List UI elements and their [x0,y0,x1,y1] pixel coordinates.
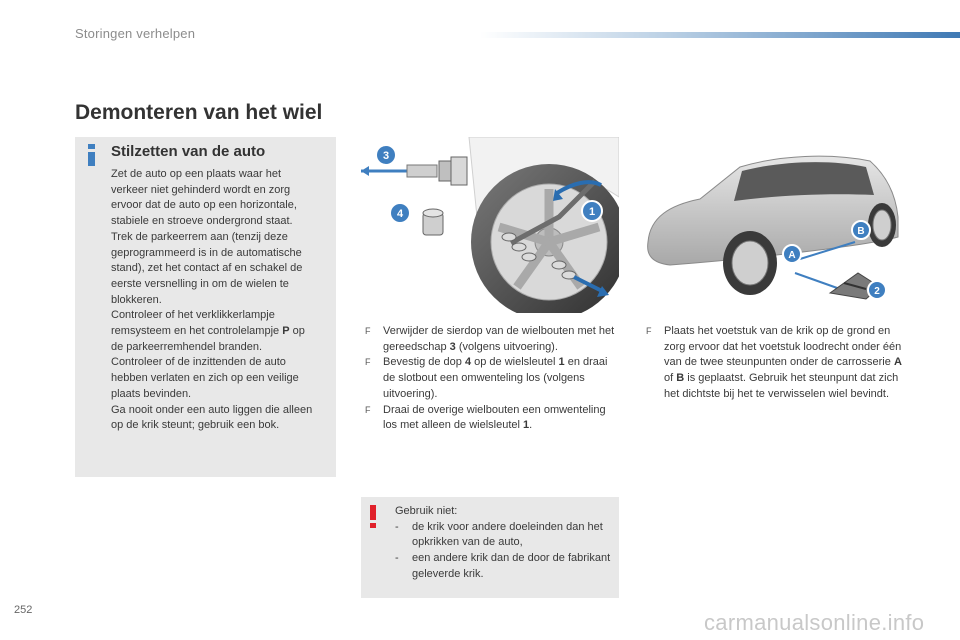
step-item: F Bevestig de dop 4 op de wielsleutel 1 en draai de slotbout een omwenteling los (volgens uitvoering). [365,356,608,400]
section-header: Storingen verhelpen [75,26,196,41]
svg-text:3: 3 [382,150,390,162]
car-label-A [783,245,801,263]
svg-text:1: 1 [588,206,596,218]
warning-exclamation-icon [370,505,378,527]
steps-column-wheel-bolts [361,324,619,434]
warning-box [361,497,619,598]
svg-text:4: 4 [396,208,404,220]
info-paragraph: Controleer of de inzittenden de auto hebben verlaten en zich op een veilige plaats bevinden. [111,356,299,400]
info-paragraph: Controleer of het verklikkerlampje remsysteem en het controlelampje P op de parkeerremhendel branden. [111,309,305,353]
steps-column-jack [642,324,908,403]
tools-label-3 [376,145,396,165]
header-gradient-bar [480,32,960,38]
warning-body [395,504,615,583]
svg-text:A: A [788,250,796,261]
step-item: F Plaats het voetstuk van de krik op de grond en zorg ervoor dat het voetstuk loodrecht onder één van de twee steunpunten onder de carrosserie A of B is geplaatst. Gebruik het steunpunt dat zich het dichtste bij het te verwisselen wiel bevindt. [646,325,902,400]
warning-list-item: - de krik voor andere doeleinden dan het opkrikken van de auto, [395,520,603,549]
wheel-bolt-tools-illustration [359,137,619,313]
step-item: F Draai de overige wielbouten een omwenteling los met alleen de wielsleutel 1. [365,403,606,432]
info-paragraph: Ga nooit onder een auto liggen die alleen op de krik steunt; gebruik een bok. [111,403,313,432]
warning-intro: Gebruik niet: [395,505,458,517]
step-item: F Verwijder de sierdop van de wielbouten met het gereedschap 3 (volgens uitvoering). [365,325,615,353]
info-box [75,137,336,477]
info-paragraph: Trek de parkeerrem aan (tenzij deze geprogrammeerd is in de automatische stand), zet het contact af en schakel de eerste versnelling in om de wielen te blokkeren. [111,230,303,306]
svg-text:2: 2 [874,286,880,297]
info-box-body [111,167,319,434]
page-number: 252 [14,604,33,616]
watermark: carmanualsonline.info [704,610,925,635]
svg-text:B: B [857,226,865,237]
page-title: Demonteren van het wiel [75,101,323,124]
car-label-B [852,221,870,239]
tools-label-1 [582,201,602,221]
warning-list-item: - een andere krik dan de door de fabrikant geleverde krik. [395,552,611,580]
info-box-title: Stilzetten van de auto [111,143,266,160]
info-paragraph: Zet de auto op een plaats waar het verkeer niet gehinderd wordt en zorg ervoor dat de auto op een horizontale, stabiele en stroeve ondergrond staat. [111,168,297,228]
tools-label-4 [390,203,410,223]
info-icon [87,144,97,166]
car-jack-illustration [630,137,909,313]
car-label-2 [868,281,886,299]
